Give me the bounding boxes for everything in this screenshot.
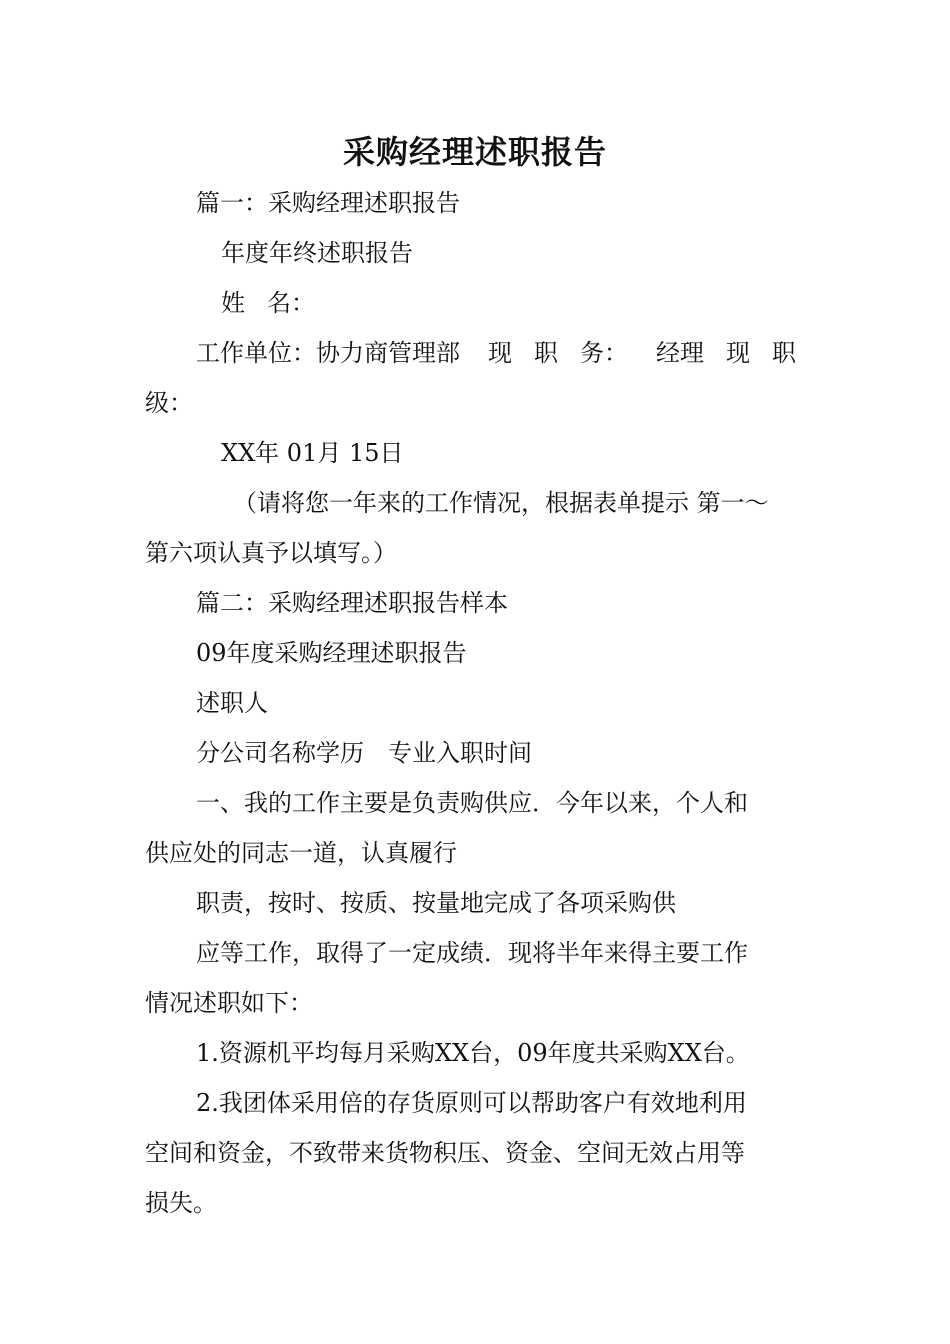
level-label-2: 职: [772, 339, 796, 367]
work-unit-label: 工作单位：协力商管理部: [196, 339, 460, 367]
list-item-2-line-1: 2.我团体采用倍的存货原则可以帮助客户有效地利用: [196, 1089, 747, 1117]
section-heading-1: 篇一：采购经理述职报告: [196, 189, 460, 217]
reporter-label: 述职人: [196, 689, 268, 717]
position-label-3: 务：: [580, 339, 628, 367]
name-label: 姓: [221, 289, 245, 317]
paragraph-3-line-1: 应等工作，取得了一定成绩．现将半年来得主要工作: [196, 939, 748, 967]
document-body: [145, 178, 805, 1228]
paragraph-3-line-2: 情况述职如下：: [145, 989, 313, 1017]
name-field: [145, 278, 805, 328]
position-label-2: 职: [534, 339, 558, 367]
paragraph-1-line-2: 供应处的同志一道，认真履行: [145, 839, 457, 867]
note-line-1: （请将您一年来的工作情况，根据表单提示 第一～: [233, 489, 769, 517]
note-line-2: 第六项认真予以填写。）: [145, 539, 397, 567]
branch-info-line: 分公司名称学历 专业入职时间: [196, 739, 532, 767]
name-label-2: 名：: [267, 289, 315, 317]
list-item-2-line-3: 损失。: [145, 1189, 217, 1217]
paragraph-1-line-1: 一、我的工作主要是负责购供应．今年以来，个人和: [196, 789, 748, 817]
list-item-1: 1.资源机平均每月采购XX台，09年度共采购XX台。: [196, 1039, 750, 1067]
report-year-title: 09年度采购经理述职报告: [196, 639, 467, 667]
page-title: 采购经理述职报告: [342, 133, 607, 171]
paragraph-2: 职责，按时、按质、按量地完成了各项采购供: [196, 889, 676, 917]
date-line: XX年 01月 15日: [221, 439, 404, 467]
position-value: 经理: [656, 339, 704, 367]
work-unit-line: [145, 328, 805, 378]
section-heading-2: 篇二：采购经理述职报告样本: [196, 589, 508, 617]
list-item-2-line-2: 空间和资金，不致带来货物积压、资金、空间无效占用等: [145, 1139, 745, 1167]
level-line: 级：: [145, 389, 193, 417]
level-label-1: 现: [726, 339, 750, 367]
position-label-1: 现: [488, 339, 512, 367]
report-subtitle: 年度年终述职报告: [221, 239, 413, 267]
